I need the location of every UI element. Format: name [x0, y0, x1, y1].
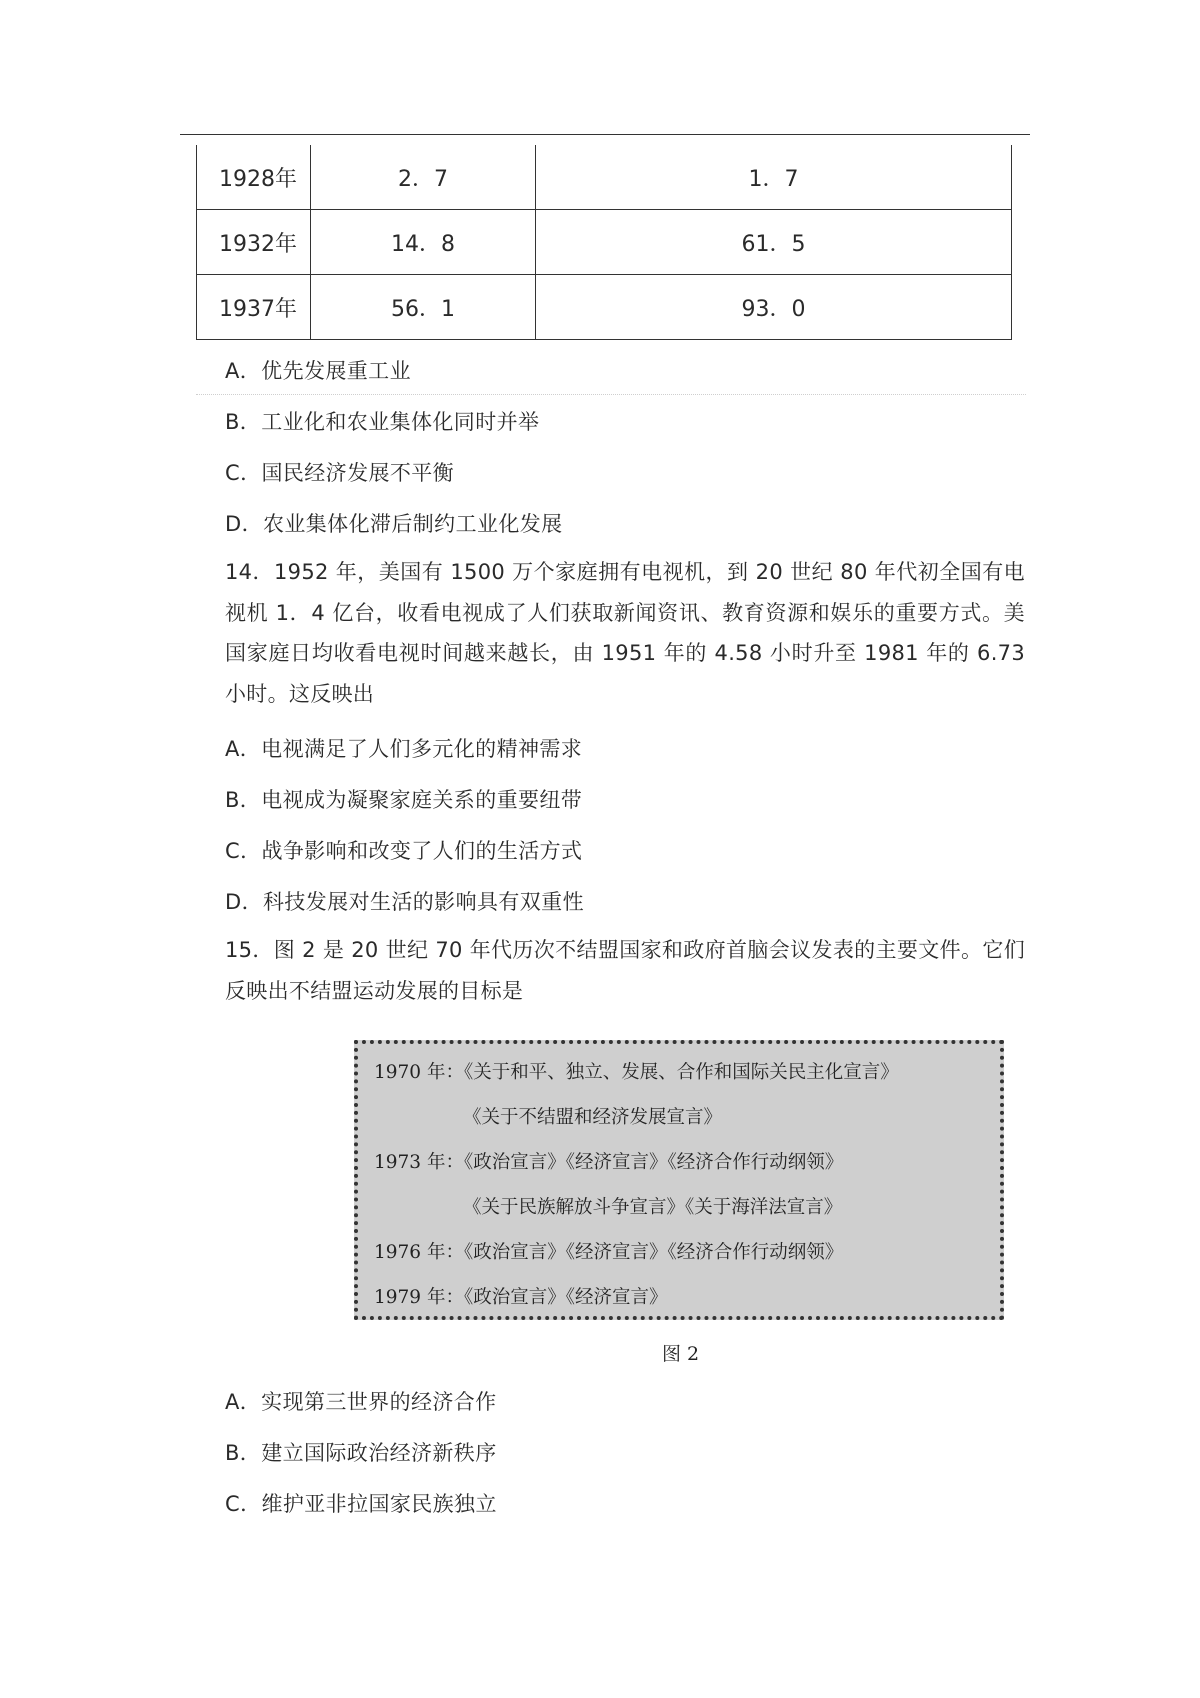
- table-cell: 14．8: [311, 210, 536, 275]
- q14-option-b: B．电视成为凝聚家庭关系的重要纽带: [225, 788, 583, 812]
- q14-stem: 14．1952 年，美国有 1500 万个家庭拥有电视机，到 20 世纪 80 年代初全国有电视机 1．4 亿台，收看电视成了人们获取新闻资讯、教育资源和娱乐的重要方式。美国家庭日均收看电视时间越来越长，由 1951 年的 4.58 小时升至 1981 年的 6.73 小时。这反映出: [225, 560, 1025, 706]
- divider: [196, 394, 1026, 395]
- figure-line: 《关于不结盟和经济发展宣言》: [463, 1107, 723, 1128]
- figure-line: 1970 年：《关于和平、独立、发展、合作和国际关民主化宣言》: [374, 1062, 899, 1083]
- q14-option-c: C．战争影响和改变了人们的生活方式: [225, 839, 583, 863]
- data-table: [196, 145, 1012, 340]
- q13-option-d: D．农业集体化滞后制约工业化发展: [225, 512, 563, 536]
- figure-line: 《关于民族解放斗争宣言》《关于海洋法宣言》: [463, 1197, 843, 1218]
- figure-line: 1976 年：《政治宣言》《经济宣言》《经济合作行动纲领》: [374, 1242, 844, 1263]
- table-cell: 1．7: [536, 145, 1012, 210]
- table-cell: 61．5: [536, 210, 1012, 275]
- table-row: [197, 145, 1012, 210]
- q15-option-c: C．维护亚非拉国家民族独立: [225, 1492, 497, 1516]
- figure-2-box: [354, 1040, 1004, 1320]
- q15-option-a: A．实现第三世界的经济合作: [225, 1390, 497, 1414]
- top-rule: [180, 134, 1030, 135]
- table-cell: 93．0: [536, 275, 1012, 340]
- q13-option-a: A．优先发展重工业: [225, 359, 411, 383]
- q15-stem: 15．图 2 是 20 世纪 70 年代历次不结盟国家和政府首脑会议发表的主要文件。它们反映出不结盟运动发展的目标是: [225, 938, 1025, 1003]
- table-cell: 1937年: [197, 275, 311, 340]
- table-row: [197, 210, 1012, 275]
- table-cell: 1932年: [197, 210, 311, 275]
- figure-caption: 图 2: [662, 1343, 700, 1365]
- table-row: [197, 275, 1012, 340]
- figure-line: 1973 年：《政治宣言》《经济宣言》《经济合作行动纲领》: [374, 1152, 844, 1173]
- table-cell: 56．1: [311, 275, 536, 340]
- q13-option-c: C．国民经济发展不平衡: [225, 461, 455, 485]
- q14-option-d: D．科技发展对生活的影响具有双重性: [225, 890, 584, 914]
- table-cell: 1928年: [197, 145, 311, 210]
- figure-line: 1979 年：《政治宣言》《经济宣言》: [374, 1287, 668, 1308]
- q13-option-b: B．工业化和农业集体化同时并举: [225, 410, 540, 434]
- table-cell: 2．7: [311, 145, 536, 210]
- q15-option-b: B．建立国际政治经济新秩序: [225, 1441, 497, 1465]
- q14-option-a: A．电视满足了人们多元化的精神需求: [225, 737, 583, 761]
